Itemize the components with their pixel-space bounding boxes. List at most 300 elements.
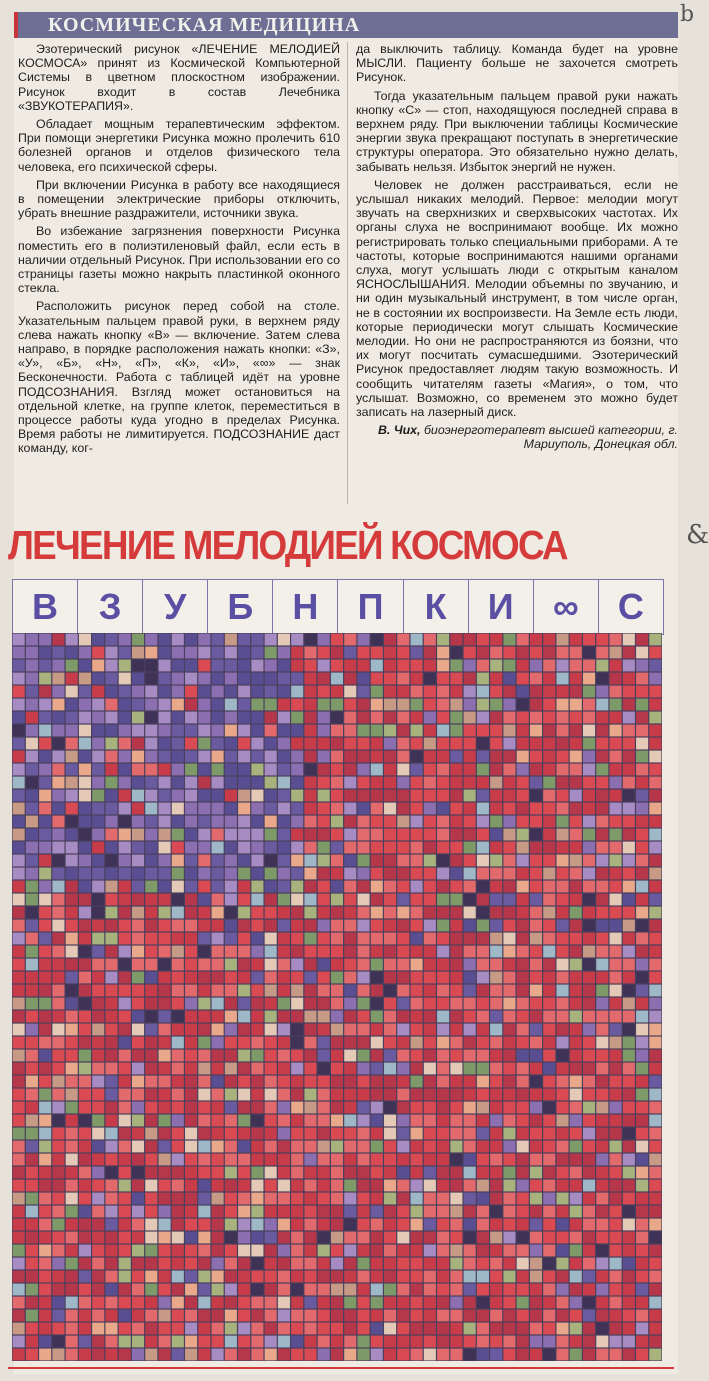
button-k[interactable]: К	[404, 580, 469, 634]
mosaic-cell	[384, 1089, 396, 1101]
mosaic-cell	[145, 1336, 157, 1348]
mosaic-cell	[198, 725, 210, 737]
mosaic-cell	[331, 1102, 343, 1114]
mosaic-cell	[291, 738, 303, 750]
mosaic-cell	[92, 647, 104, 659]
mosaic-cell	[212, 933, 224, 945]
mosaic-cell	[66, 777, 78, 789]
mosaic-cell	[490, 1050, 502, 1062]
mosaic-cell	[26, 972, 38, 984]
mosaic-cell	[132, 1206, 144, 1218]
mosaic-cell	[304, 1271, 316, 1283]
mosaic-cell	[291, 985, 303, 997]
mosaic-cell	[105, 1011, 117, 1023]
mosaic-cell	[556, 660, 568, 672]
mosaic-cell	[304, 907, 316, 919]
mosaic-cell	[52, 1102, 64, 1114]
button-b[interactable]: Б	[208, 580, 273, 634]
mosaic-cell	[583, 972, 595, 984]
mosaic-cell	[304, 855, 316, 867]
mosaic-cell	[132, 1050, 144, 1062]
mosaic-cell	[119, 894, 131, 906]
mosaic-cell	[583, 1076, 595, 1088]
mosaic-cell	[145, 751, 157, 763]
mosaic-cell	[238, 855, 250, 867]
mosaic-cell	[265, 1336, 277, 1348]
mosaic-cell	[66, 1336, 78, 1348]
mosaic-cell	[477, 829, 489, 841]
mosaic-cell	[13, 803, 25, 815]
mosaic-cell	[397, 907, 409, 919]
mosaic-cell	[556, 842, 568, 854]
mosaic-cell	[543, 816, 555, 828]
mosaic-cell	[530, 1128, 542, 1140]
mosaic-cell	[185, 829, 197, 841]
mosaic-cell	[318, 1310, 330, 1322]
mosaic-cell	[477, 660, 489, 672]
mosaic-cell	[371, 725, 383, 737]
mosaic-cell	[159, 1258, 171, 1270]
mosaic-cell	[530, 1180, 542, 1192]
mosaic-cell	[477, 1063, 489, 1075]
mosaic-cell	[13, 1310, 25, 1322]
mosaic-cell	[384, 1297, 396, 1309]
mosaic-cell	[304, 1258, 316, 1270]
mosaic-cell	[490, 634, 502, 646]
mosaic-cell	[556, 959, 568, 971]
mosaic-cell	[397, 660, 409, 672]
mosaic-cell	[238, 673, 250, 685]
mosaic-cell	[92, 777, 104, 789]
mosaic-cell	[331, 1167, 343, 1179]
mosaic-cell	[278, 959, 290, 971]
mosaic-cell	[291, 1050, 303, 1062]
mosaic-cell	[636, 1011, 648, 1023]
mosaic-cell	[13, 634, 25, 646]
mosaic-cell	[344, 972, 356, 984]
mosaic-cell	[384, 1141, 396, 1153]
mosaic-cell	[623, 894, 635, 906]
mosaic-cell	[119, 972, 131, 984]
mosaic-cell	[132, 946, 144, 958]
mosaic-cell	[132, 1349, 144, 1361]
mosaic-cell	[424, 1336, 436, 1348]
mosaic-cell	[517, 777, 529, 789]
mosaic-cell	[331, 1154, 343, 1166]
mosaic-cell	[159, 1232, 171, 1244]
mosaic-cell	[251, 1115, 263, 1127]
mosaic-cell	[238, 1193, 250, 1205]
mosaic-cell	[304, 1219, 316, 1231]
mosaic-cell	[464, 985, 476, 997]
mosaic-cell	[649, 1336, 661, 1348]
mosaic-cell	[371, 1297, 383, 1309]
mosaic-cell	[464, 1141, 476, 1153]
mosaic-cell	[119, 1011, 131, 1023]
mosaic-cell	[490, 907, 502, 919]
mosaic-cell	[344, 1115, 356, 1127]
mosaic-cell	[450, 777, 462, 789]
mosaic-cell	[13, 1167, 25, 1179]
mosaic-cell	[159, 816, 171, 828]
mosaic-cell	[610, 634, 622, 646]
mosaic-cell	[331, 985, 343, 997]
mosaic-cell	[278, 634, 290, 646]
mosaic-cell	[570, 790, 582, 802]
mosaic-cell	[105, 1323, 117, 1335]
mosaic-cell	[212, 777, 224, 789]
mosaic-cell	[583, 1024, 595, 1036]
mosaic-cell	[437, 660, 449, 672]
mosaic-cell	[437, 1180, 449, 1192]
mosaic-cell	[39, 1336, 51, 1348]
mosaic-cell	[411, 1154, 423, 1166]
mosaic-cell	[623, 1167, 635, 1179]
mosaic-cell	[92, 673, 104, 685]
mosaic-cell	[490, 1024, 502, 1036]
mosaic-cell	[331, 660, 343, 672]
mosaic-cell	[66, 1011, 78, 1023]
mosaic-cell	[358, 1258, 370, 1270]
mosaic-cell	[185, 1349, 197, 1361]
mosaic-cell	[358, 1245, 370, 1257]
mosaic-cell	[517, 1297, 529, 1309]
mosaic-cell	[596, 985, 608, 997]
mosaic-cell	[265, 699, 277, 711]
mosaic-cell	[384, 1232, 396, 1244]
mosaic-cell	[26, 725, 38, 737]
mosaic-cell	[212, 1258, 224, 1270]
mosaic-cell	[198, 1050, 210, 1062]
mosaic-cell	[185, 1011, 197, 1023]
mosaic-cell	[556, 855, 568, 867]
mosaic-cell	[26, 1258, 38, 1270]
mosaic-cell	[198, 647, 210, 659]
mosaic-cell	[251, 634, 263, 646]
mosaic-cell	[13, 790, 25, 802]
mosaic-cell	[291, 1128, 303, 1140]
mosaic-cell	[251, 920, 263, 932]
mosaic-cell	[358, 764, 370, 776]
mosaic-cell	[397, 998, 409, 1010]
mosaic-cell	[318, 1154, 330, 1166]
mosaic-cell	[318, 660, 330, 672]
mosaic-cell	[105, 699, 117, 711]
mosaic-cell	[251, 764, 263, 776]
mosaic-cell	[331, 946, 343, 958]
mosaic-cell	[437, 751, 449, 763]
mosaic-cell	[556, 1102, 568, 1114]
button-s-stop[interactable]: С	[617, 586, 644, 627]
mosaic-cell	[358, 1180, 370, 1192]
mosaic-cell	[623, 1232, 635, 1244]
mosaic-cell	[623, 1180, 635, 1192]
mosaic-cell	[66, 920, 78, 932]
mosaic-cell	[105, 790, 117, 802]
mosaic-cell	[530, 1271, 542, 1283]
mosaic-cell	[39, 738, 51, 750]
mosaic-cell	[265, 1141, 277, 1153]
mosaic-cell	[159, 1206, 171, 1218]
mosaic-cell	[358, 1206, 370, 1218]
mosaic-cell	[265, 1011, 277, 1023]
mosaic-cell	[556, 1089, 568, 1101]
mosaic-cell	[105, 1076, 117, 1088]
mosaic-cell	[105, 1128, 117, 1140]
mosaic-cell	[610, 1310, 622, 1322]
mosaic-cell	[52, 673, 64, 685]
mosaic-cell	[39, 933, 51, 945]
mosaic-cell	[172, 673, 184, 685]
mosaic-cell	[278, 673, 290, 685]
mosaic-cell	[265, 777, 277, 789]
mosaic-cell	[331, 1336, 343, 1348]
mosaic-cell	[26, 712, 38, 724]
mosaic-cell	[291, 1245, 303, 1257]
mosaic-cell	[503, 1245, 515, 1257]
mosaic-cell	[198, 972, 210, 984]
mosaic-cell	[79, 1128, 91, 1140]
mosaic-cell	[66, 1089, 78, 1101]
mosaic-cell	[198, 673, 210, 685]
mosaic-cell	[238, 868, 250, 880]
mosaic-cell	[318, 1219, 330, 1231]
mosaic-cell	[397, 803, 409, 815]
mosaic-cell	[52, 920, 64, 932]
mosaic-cell	[411, 1115, 423, 1127]
mosaic-cell	[159, 1245, 171, 1257]
mosaic-cell	[424, 946, 436, 958]
mosaic-cell	[583, 907, 595, 919]
button-v-on[interactable]: В	[13, 580, 78, 634]
mosaic-cell	[397, 1024, 409, 1036]
mosaic-cell	[145, 972, 157, 984]
mosaic-cell	[649, 1349, 661, 1361]
mosaic-cell	[610, 1193, 622, 1205]
mosaic-cell	[172, 1050, 184, 1062]
button-u[interactable]: У	[143, 580, 208, 634]
mosaic-cell	[384, 1284, 396, 1296]
mosaic-cell	[450, 1089, 462, 1101]
mosaic-cell	[450, 1258, 462, 1270]
mosaic-cell	[251, 673, 263, 685]
mosaic-cell	[411, 1245, 423, 1257]
mosaic-cell	[172, 1336, 184, 1348]
mosaic-cell	[530, 985, 542, 997]
mosaic-cell	[119, 1024, 131, 1036]
mosaic-cell	[490, 673, 502, 685]
mosaic-cell	[39, 751, 51, 763]
mosaic-cell	[503, 1349, 515, 1361]
mosaic-cell	[437, 1167, 449, 1179]
mosaic-cell	[212, 1206, 224, 1218]
mosaic-cell	[318, 1128, 330, 1140]
mosaic-cell	[159, 738, 171, 750]
mosaic-cell	[517, 842, 529, 854]
section-rubric	[14, 12, 678, 38]
mosaic-cell	[384, 959, 396, 971]
mosaic-cell	[278, 647, 290, 659]
mosaic-cell	[172, 1310, 184, 1322]
mosaic-cell	[596, 1232, 608, 1244]
mosaic-cell	[344, 1284, 356, 1296]
mosaic-cell	[570, 894, 582, 906]
mosaic-cell	[198, 959, 210, 971]
mosaic-cell	[583, 816, 595, 828]
mosaic-cell	[411, 842, 423, 854]
mosaic-cell	[52, 1167, 64, 1179]
mosaic-cell	[503, 1167, 515, 1179]
mosaic-cell	[610, 894, 622, 906]
button-i[interactable]: И	[469, 580, 534, 634]
mosaic-cell	[570, 764, 582, 776]
mosaic-cell	[623, 686, 635, 698]
mosaic-cell	[570, 699, 582, 711]
mosaic-cell	[39, 1180, 51, 1192]
mosaic-cell	[79, 751, 91, 763]
handwritten-mark: &	[686, 520, 709, 550]
mosaic-cell	[145, 686, 157, 698]
mosaic-cell	[265, 998, 277, 1010]
mosaic-cell	[119, 855, 131, 867]
mosaic-cell	[13, 1037, 25, 1049]
mosaic-cell	[159, 660, 171, 672]
mosaic-cell	[265, 1167, 277, 1179]
mosaic-cell	[198, 738, 210, 750]
mosaic-cell	[636, 959, 648, 971]
mosaic-cell	[649, 751, 661, 763]
mosaic-cell	[583, 1284, 595, 1296]
mosaic-cell	[39, 985, 51, 997]
mosaic-cell	[291, 1206, 303, 1218]
mosaic-cell	[145, 1271, 157, 1283]
mosaic-cell	[517, 751, 529, 763]
mosaic-cell	[397, 647, 409, 659]
mosaic-cell	[477, 816, 489, 828]
mosaic-cell	[371, 868, 383, 880]
mosaic-cell	[464, 946, 476, 958]
mosaic-cell	[543, 1024, 555, 1036]
mosaic-cell	[198, 1076, 210, 1088]
mosaic-cell	[79, 1089, 91, 1101]
mosaic-cell	[543, 1323, 555, 1335]
mosaic-cell	[238, 764, 250, 776]
mosaic-cell	[596, 1349, 608, 1361]
mosaic-cell	[344, 725, 356, 737]
mosaic-cell	[450, 1050, 462, 1062]
button-p[interactable]: П	[338, 580, 403, 634]
mosaic-cell	[26, 738, 38, 750]
mosaic-cell	[172, 1141, 184, 1153]
mosaic-cell	[238, 738, 250, 750]
mosaic-cell	[636, 725, 648, 737]
mosaic-cell	[556, 1206, 568, 1218]
mosaic-cell	[437, 647, 449, 659]
mosaic-cell	[238, 907, 250, 919]
mosaic-cell	[145, 829, 157, 841]
mosaic-cell	[159, 1037, 171, 1049]
mosaic-cell	[570, 1128, 582, 1140]
mosaic-cell	[610, 1219, 622, 1231]
mosaic-cell	[331, 1063, 343, 1075]
mosaic-cell	[92, 959, 104, 971]
mosaic-cell	[543, 855, 555, 867]
mosaic-cell	[119, 1050, 131, 1062]
mosaic-cell	[52, 1063, 64, 1075]
mosaic-cell	[477, 1258, 489, 1270]
mosaic-cell	[649, 647, 661, 659]
mosaic-cell	[437, 933, 449, 945]
mosaic-cell	[66, 842, 78, 854]
mosaic-cell	[570, 712, 582, 724]
mosaic-cell	[172, 803, 184, 815]
mosaic-cell	[238, 959, 250, 971]
mosaic-cell	[39, 972, 51, 984]
mosaic-cell	[503, 673, 515, 685]
mosaic-cell	[92, 1024, 104, 1036]
mosaic-cell	[265, 1102, 277, 1114]
mosaic-cell	[278, 907, 290, 919]
mosaic-cell	[172, 647, 184, 659]
mosaic-cell	[530, 751, 542, 763]
mosaic-cell	[251, 894, 263, 906]
mosaic-cell	[212, 1349, 224, 1361]
mosaic-cell	[570, 998, 582, 1010]
mosaic-cell	[225, 764, 237, 776]
article-paragraph: Человек не должен расстраиваться, если не услышал никаких мелодий. Первое: мелодии могут звучать на сверхнизких и сверхвысоких частотах. Их органы слуха не воспринимают вообще. Их можно регистрировать только специальными приборами. А те частоты, которые воспринимаются нашими органами слуха, могут услышать люди с открытым каналом ЯСНОСЛЫШАНИЯ. Мелодии объемны по звучанию, и ни один музыкальный инструмент, в том числе орган, не в состоянии их воспроизвести. На Земле есть люди, которые периодически могут слышать Космические мелодии. Но они не распространяются из боязни, что их могут посчитать сумасшедшими. Эзотерический Рисунок предоставляет людям такую возможность. И сообщить читателям газеты «Магия», о том, что услышат. Возможно, со временем это можно будет записать на лазерный диск.	[356, 177, 678, 420]
mosaic-cell	[543, 894, 555, 906]
mosaic-cell	[238, 920, 250, 932]
mosaic-cell	[371, 647, 383, 659]
mosaic-cell	[291, 790, 303, 802]
mosaic-cell	[238, 1076, 250, 1088]
mosaic-cell	[384, 1271, 396, 1283]
mosaic-cell	[583, 634, 595, 646]
mosaic-cell	[105, 777, 117, 789]
button-n[interactable]: Н	[273, 580, 338, 634]
mosaic-cell	[251, 1271, 263, 1283]
mosaic-cell	[132, 1284, 144, 1296]
mosaic-cell	[304, 842, 316, 854]
mosaic-cell	[477, 1050, 489, 1062]
mosaic-cell	[79, 1258, 91, 1270]
mosaic-cell	[344, 933, 356, 945]
mosaic-cell	[251, 946, 263, 958]
mosaic-cell	[39, 842, 51, 854]
mosaic-cell	[477, 1297, 489, 1309]
mosaic-cell	[331, 751, 343, 763]
mosaic-cell	[344, 803, 356, 815]
button-z[interactable]: З	[78, 580, 143, 634]
article-paragraph: Эзотерический рисунок «ЛЕЧЕНИЕ МЕЛОДИЕЙ КОСМОСА» принят из Космической Компьютерной Системы в цветном плоскостном изображении. Рисунок входит в состав Лечебника «ЗВУКОТЕРАПИЯ».	[18, 42, 340, 113]
mosaic-cell	[636, 972, 648, 984]
mosaic-cell	[397, 699, 409, 711]
button-infinity[interactable]: ∞	[534, 580, 599, 634]
mosaic-cell	[79, 855, 91, 867]
mosaic-cell	[304, 920, 316, 932]
mosaic-cell	[411, 1258, 423, 1270]
mosaic-cell	[291, 972, 303, 984]
mosaic-cell	[477, 1284, 489, 1296]
mosaic-cell	[610, 1128, 622, 1140]
mosaic-cell	[225, 1115, 237, 1127]
mosaic-cell	[450, 920, 462, 932]
mosaic-cell	[331, 686, 343, 698]
mosaic-cell	[477, 1011, 489, 1023]
mosaic-cell	[490, 738, 502, 750]
mosaic-cell	[13, 777, 25, 789]
mosaic-cell	[583, 842, 595, 854]
